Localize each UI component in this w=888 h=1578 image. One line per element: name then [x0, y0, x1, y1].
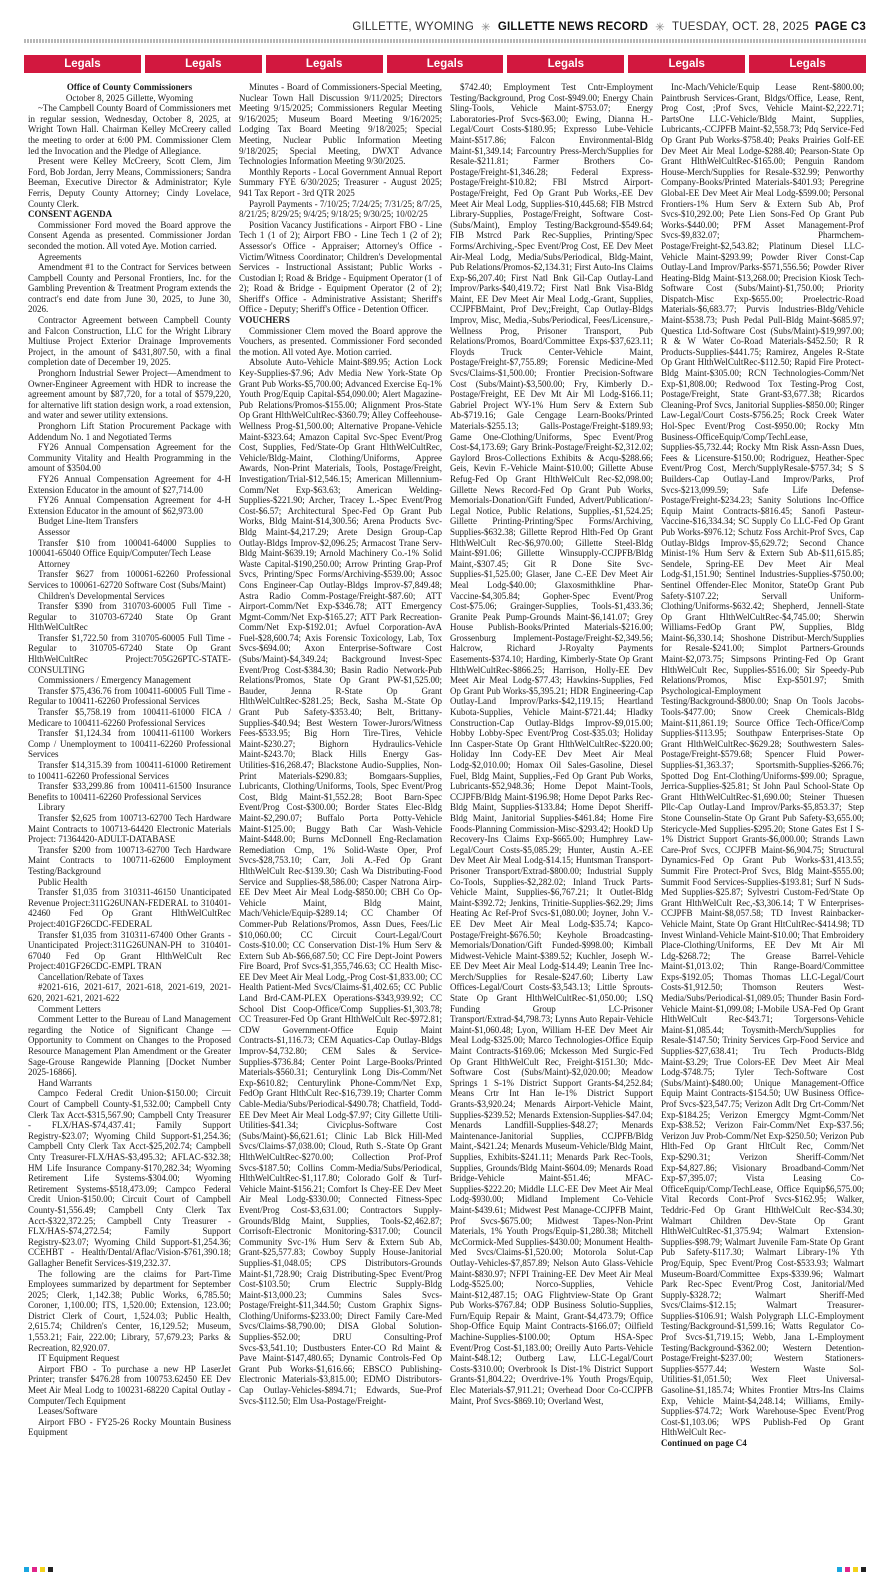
legal-paragraph: Campco Federal Credit Union-$150.00; Circuit Court of Campbell County-$1,532.00; Campbell Cnty Clerk Tax Acct-$315,567.90; Campbell Cnty Treasurer - FLX/HAS-$74,437.41; Family Support Registry-$23.07; Wyoming Child Support-$1,254.36; Campbell Cnty Clerk Tax Acct-$25,202.74; Campbell Cnty Treasurer-FLX/HAS-$3,495.32; AFLAC-$32.38; HM Life Insurance Company-$170,282.34; Wyoming Retirement Life Systems-$304.00; Wyoming Retirement Systems-$518,473.09; Campco Federal Credit Union-$150.00; Circuit Court of Campbell County-$1,556.49; Campbell Cnty Clerk Tax Acct-$322,372.25; Campbell Cnty Treasurer - FLX/HAS-$74,272.54; Family Support Registry-$23.07; Wyoming Child Support-$1,254.36; CCEHBT - Health/Dental/Aflac/Vision-$761,390.18; Gallagher Benefit Services-$19,232.37. — [28, 1088, 231, 1268]
text-column-4 — [661, 82, 864, 1556]
legal-paragraph: Transfer $200 from 100713-62700 Tech Hardware Maint Contracts to 100711-62600 Employment Testing/Background — [28, 844, 231, 876]
color-registration-marks — [24, 1567, 53, 1572]
newspaper-name: GILLETTE NEWS RECORD — [497, 21, 649, 33]
legal-paragraph: Absolute Auto-Vehicle Maint-$89.95; Action Lock Key-Supplies-$7.96; Adv Media New York-State Op Grant Pub Works-$5,700.00; Advanced Exercise Eq-1% Youth Prog/Equip Capital-$54,090.00; Alert Magazine-Pub Relations/Promos-$155.00; Alignment Pros-State Op Grant HlthWelCultRec-$360.79; Alley Coffeehouse-Wellness Prog-$1,500.00; Alternative Propane-Vehicle Maint-$323.64; Amazon Capital Svc-Spec Event/Prog Cost, Supplies, Fed/State-Op Grant HlthWelCultRec, Vehicle/Bldg-Maint, Clothing/Uniforms, Appree Awards, Non-Print Materials, Tools, Postage/Freight, Investigation/Trial-$12,546.15; American Millennium-Comm/Net Exp-$63.63; American Welding-Supplies-$221.90; Archer, Tracey L.-Spec Event/Prog Cost-$6.57; Architectural Spec-Fed Op Grant Pub Works, Bldg Maint-$14,300.56; Arena Products Svc-Bldg Maint-$4,217.29; Arete Design Group-Cap Outlay-Bldgs Improv-$2,096.25; Armacost Trane Serv-Bldg Maint-$639.19; Arnold Machinery Co.-1% Solid Waste Capital-$190,250.00; Arrow Printing Grap-Prof Svcs, Printing/Spec Forms/Archiving-$539.00; Assoc Cons Engineer-Cap Outlay-Bldgs Improv-$7,849.48; Astra Radio Comm-Postage/Freight-$87.60; ATT Airport-Comm/Net Exp-$346.78; ATT Emergency Mgmt-Comm/Net Exp-$165.27; ATT Park Recreation-Comm/Net Exp-$192.01; Avfuel Corporation-AvA Fuel-$28,600.74; Axis Forensic Toxicology, Lab, Tox Svcs-$694.00; Axon Enterprise-Software Cost (Subs/Maint)-$4,349.24; Background Invest-Spec Event/Prog Cost-$384.30; Basin Radio Network-Pub Relations/Promos, State Op Grant PW-$1,525.00; Bauder, Jenna R-State Op Grant HlthWelCultRec-$281.25; Beck, Sasha M.-State Op Grant Pub Safety-$353.40; Belt, Brittany-Supplies-$40.94; Best Western Tower-Jurors/Witness Fees-$533.95; Big Horn Tire-Tires, Vehicle Maint-$230.27; Bighorn Hydraulics-Vehicle Maint-$243.70; Black Hills Energy Gas-Utilities-$16,268.47; Blackstone Audio-Supplies, Non-Print Materials-$290.83; Bomgaars-Supplies, Lubricants, Clothing/Uniforms, Tools, Spec Event/Prog Cost, Bldg Maint-$1,552.28; Boot Barn-Spec Event/Prog Cost-$300.00; Border States Elec-Bldg Maint-$2,290.07; Buffalo Porta Potty-Vehicle Maint-$125.00; Buggy Bath Car Wash-Vehicle Maint-$448.00; Burns McDonnell Eng-Reclamation Remediation Cmp, 1% Solid-Waste Oper, Prof Svcs-$28,753.10; Carr, Joli A.-Fed Op Grant HlthWelCult Rec-$139.30; Cash Wa Distributing-Food Service and Supplies-$8,586.00; Casper Natrona Airp-EE Dev Meet Air Meal Lodg-$850.00; CBH Co Op-Vehicle Maint, Bldg Maint, Mach/Vehicle/Equip-$289.14; CC Chamber Of Commer-Pub Relations/Promos, Assn Dues, Fees/Lic $10,060.00; CC Circuit Court-Legal/Court Costs-$10.00; CC Conservation Dist-1% Hum Serv & Extern Sub Ab-$66,687.50; CC Fire Dept-Joint Powers Fire Board, Prof Svcs-$1,355,746.63; CC Health Misc-EE Dev Meet Air Meal Lodg,-Prog Cost-$1,833.00; CC Health Patient-Med Svcs/Claims-$1,402.65; CC Public Land Brd-CAM-PLEX Operations-$343,939.92; CC School Dist Coop-Office/Comp Supplies-$1,303.78; CC Treasurer-Fed Op Grant HlthWelCult Rec-$972.81; CDW Government-Office Equip Maint Contracts-$1,116.73; CEM Aquatics-Cap Outlay-Bldgs Improv-$4,732.80; CEM Sales & Service-Supplies-$736.84; Center Point Large-Books/Printed Materials-$560.31; Centurylink Long Dis-Comm/Net Exp-$610.82; Centurylink Phone-Comm/Net Exp, FedOp Grant HlthCult Rec-$16,739.19; Charter Comm Cable-Media/Subs/Periodical-$490.78; Chatfield, Todd-EE Dev Meet Air Meal Lodg-$7.97; City Gillette Utili-Utilities-$41.34; Civicplus-Software Cost (Subs/Maint)-$6,621.61; Clinic Lab Blck Hill-Med Svcs/Claims-$7,038.00; Cloud, Ruth S.-State Op Grant HlthWelCultRec-$270.00; Collection Prof-Prof Svcs-$187.50; Collins Comm-Media/Subs/Periodical, HlthWelCultRec-$1,117.80; Colorado Golf & Turf-Vehicle Maint-$156.21; Comfort Is Chey-EE Dev Meet Air Meal Lodg-$330.00; Connected Fitness-Spec Event/Prog Cost-$3,631.00; Contractors Supply-Grounds/Bldg Maint, Supplies, Tools-$2,462.87; Corrisoft-Electronic Monitoring-$317.00; Council Community Svc-1% Hum Serv & Extern Sub Ab, Grant-$25,577.83; Cowboy Supply House-Janitorial Supplies-$1,048.05; CPS Distributors-Grounds Maint-$1,728.90; Craig Distributing-Spec Event/Prog Cost-$103.50; Crum Electric Supply-Bldg Maint-$13,000.23; Cummins Sales Svcs-Postage/Freight-$11,344.50; Custom Graphix Signs-Clothing/Uniforms-$233.00; Direct Family Care-Med Svcs/Claims-$8,790.00; DISA Global Solution-Supplies-$52.00; DRU Consulting-Prof Svcs-$3,541.10; Dustbusters Enter-CO Rd Maint & Pave Maint-$147,480.65; Dynamic Controls-Fed Op Grant Pub Works-$1,616.66; EBSCO Publishing-Electronic Materials-$3,815.00; EDMO Distributors-Cap Outlay-Vehicles-$894.71; Edwards, Sue-Prof Svcs-$112.50; Elm Usa-Postage/Freight- — [239, 357, 442, 1406]
legal-paragraph: $742.40; Employment Test Cntr-Employment Testing/Background, Prog Cost-$949.00; Energy Chain Sling-Tools, Vehicle Maint-$753.07; Energy Laboratories-Prof Svcs-$63.00; Ewing, Dianna H.-Legal/Court Costs-$180.95; Expresso Lube-Vehicle Maint-$517.86; Falcon Environmental-Bldg Maint-$1,349.14; Farcountry Press-Merch/Supplies for Resale-$211.81; Farmer Brothers Co-Postage/Freight-$1,346.28; Federal Express-Postage/Freight-$10.82; FBI Mstrcd Airport-Postage/Freight, Fed Op Grant Pub Works,-EE Dev Meet Air Meal Lodg, Supplies-$10,445.68; FIB Mstrcd Library-Supplies, Postage/Freight, Software Cost-(Subs/Maint), Employ Testing/Background-$549.64; FIB Mstrcd Park Rec-Supplies, Printing/Spec Forms/Archiving,-Spec Event/Prog Cost, EE Dev Meet Air-Meal Lodg, Media/Subs/Periodical, Bldg-Maint, Pub Relations/Promos-$2,134.31; First Auto-Ins Claims Exp-$6,207.40; First Natl Bnk Gil-Cap Outlay-Land Improv/Parks-$40,419.72; First Natl Bnk Visa-Bldg Maint, EE Dev Meet Air Meal Lodg,-Grant, Supplies, CCJPFBMaint, Prof Dev,;Freight, Cap Outlay-Bldgs Improv, Misc, Media,-Subs/Periodical, Fees/Licensure,-Wellness Prog, Prisoner Transport, Pub Relations/Promos, Board/Committee Exps-$37,623.11; Floyds Truck Center-Vehicle Maint, Postage/Freight-$7,755.89; Forensic Medicine-Med Svcs/Claims-$1,500.00; Frontier Precision-Software Cost (Subs/Maint)-$3,500.00; Fry, Kimberly D.-Postage/Freight, EE Dev Mt Air Ml Lodg-$166.11; Gabriel Project WY-1% Hum Serv & Extern Sub Ab-$719.16; Gale Cengage Learn-Books/Printed Materials-$255.13; Galls-Postage/Freight-$189.93; Game One-Clothing/Uniforms, Spec Event/Prog Cost-$4,173.69; Gary Brink-Postage/Freight-$2,312.02; Gaylord Bros-Collections Exhibits & Acqu-$288.66; Geis, Kevin F.-Vehicle Maint-$10.00; Gillette Abuse Refug-Fed Op Grant HlthWelCult Rec-$2,098.00; Gillette News Record-Fed Op Grant Pub Works, Memorials-Donation/Gift Funded, Advert/Publication/-Legal Notice, Public Relations, Supplies,-$1,524.25; Gillette Printing-Printing/Spec Forms/Archiving, Supplies-$632.38; Gillette Reprod Hlth-Fed Op Grant HlthWelCult Rec-$6,970.00; Gillette Steel-Bldg Maint-$91.06; Gillette Winsupply-CCJPFB/Bldg Maint,-$307.45; Git R Done Site Svc-Supplies-$1,525.00; Glaser, Jane C.-EE Dev Meet Air Meal Lodg-$40.00; Glaxosmithkline Phar-Vaccine-$4,305.84; Gopher-Spec Event/Prog Cost-$75.06; Grainger-Supplies, Tools-$1,433.36; Granite Peak Pump-Grounds Maint-$6,141.07; Grey House Publish-Books/Printed Materials-$216.00; Grossenburg Implement-Postage/Freight-$2,349.56; Halcrow, Richard J-Royalty Payments Easements-$374.10; Harding, Kimberly-State Op Grant HlthWelCultRec-$866.25; Harrison, Holly-EE Dev Meet Air Meal Lodg-$77.43; Hawkins-Supplies, Fed Op Grant Pub Works-$5,395.21; HDR Engineering-Cap Outlay-Land Improv/Parks-$42,119.15; Heartland Kubota-Supplies, Vehicle Maint-$721.44; Hladky Construction-Cap Outlay-Bldgs Improv-$9,015.00; Hobby Lobby-Spec Event/Prog Cost-$35.03; Holiday Inn Casper-State Op Grant HlthWelCultRec-$220.00; Holiday Inn Cody-EE Dev Meet Air Meal Lodg-$2,010.00; Homax Oil Sales-Gasoline, Diesel Fuel, Bldg Maint, Supplies,-Fed Op Grant Pub Works, Lubricants-$52,948.36; Home Depot Maint-Tools, CCJPFB/Bldg Maint-$196.98; Home Depot Parks Rec-Bldg Maint, Supplies-$133.84; Home Depot Sheriff-Bldg Maint, Janitorial Supplies-$461.84; Home Fire Foods-Planning Commission-Misc-$293.42; HookD Up Recovery-Ins Claims Exp-$665.00; Humphrey Law-Legal/Court Costs-$5,085.29; Hunter, Austin A.-EE Dev Meet Air Meal Lodg-$14.15; Huntsman Transport-Prisoner Transport/Extrad-$800.00; Industrial Supply Co-Tools, Supplies-$2,282.02; Inland Truck Parts-Vehicle Maint, Supplies-$6,767.21; It Outlet-Bldg Maint-$392.72; Jenkins, Trinitie-Supplies-$62.29; Jims Heating Ac Ref-Prof Svcs-$1,080.00; Joyner, John V.-EE Dev Meet Air Meal Lodg-$35.74; Kapco-Postage/Freight-$676.50; Keyhole Broadcasting-Memorials/Donation/Gift Funded-$998.00; Kimball Midwest-Vehicle Maint-$389.52; Kuchler, Joseph W.-EE Dev Meet Air Meal Lodg-$14.49; Leanin Tree Inc-Merch/Supplies for Resale-$247.60; Liberty Law Offices-Legal/Court Costs-$3,543.13; Little Sprouts-State Op Grant HlthWelCultRec-$1,050.00; LSQ Funding Group LC-Prisoner Transport/Extrad-$4,798.73; Lynns Auto Repair-Vehicle Maint-$1,060.48; Lyon, William H-EE Dev Meet Air Meal Lodg-$325.00; Marco Technologies-Office Equip Maint Contracts-$169.06; Mckesson Med Surgic-Fed Op Grant HlthWelCult Rec, Freight-$151.30; Mdc-Software Cost (Subs/Maint)-$2,020.00; Meadow Springs 1 S-1% District Support Grants-$4,252.84; Means Crtr Int Han Ie-1% District Support Grants-$3,920.24; Menards Airport-Vehicle Maint, Supplies-$239.52; Menards Extension-Supplies-$47.04; Menards Landfill-Supplies-$48.27; Menards Maintenance-Janitorial Supplies, CCJPFB/Bldg Maint,-$421.24; Menards Museum-Vehicle/Bldg Maint, Supplies, Exhibits-$241.11; Menards Park Rec-Tools, Supplies, Grounds/Bldg Maint-$604.09; Menards Road Bridge-Vehicle Maint-$51.46; MFAC-Supplies-$222.20; Middle LLC-EE Dev Meet Air Meal Lodg-$930.00; Midland Implement Co-Vehicle Maint-$439.61; Midwest Pest Manage-CCJPFB Maint, Prof Svcs-$675.00; Midwest Tapes-Non-Print Materials, 1% Youth Progs/Equip-$1,280.38; Mitchell McCormick-Med Supplies-$430.00; Monument Health-Med Svcs/Claims-$1,520.00; Motorola Solut-Cap Outlay-Vehicles-$7,857.89; Nelson Auto Glass-Vehicle Maint-$830.97; NFPI Training-EE Dev Meet Air Meal Lodg-$525.00; Norco-Supplies, Vehicle Maint-$12,487.15; OAG Flightview-State Op Grant Pub Works-$767.84; ODP Business Solutio-Supplies, Furn/Equip Repair & Maint, Grant-$4,473.79; Office Shop-Office Equip Maint Contracts-$166.07; Oilfield Machine-Supplies-$100.00; Optum HSA-Spec Event/Prog Cost-$1,183.00; Oreilly Auto Parts-Vehicle Maint-$48.12; Outberg Law, LLC-Legal/Court Costs-$310.00; Overbrook Is Dist-1% District Support Grants-$1,804.22; Overdrive-1% Youth Progs/Equip, Elec Materials-$7,911.21; Overhead Door Co-CCJPFB Maint, Prof Svcs-$869.10; Overland West, — [450, 82, 653, 1406]
legals-tab: Legals — [387, 55, 504, 73]
legal-paragraph: The following are the claims for Part-Time Employees summarized by department for September 2025; Clerk, 1,142.38; Public Works, 6,785.50; Coroner, 1,100.00; ITS, 1,520.00; Extension, 123.00; District Clerk of Court, 1,524.03; Public Health, 2,615.74; Children's Center, 16,129.52; Museum, 1,553.21; Fair, 222.00; Library, 57,679.23; Parks & Recreation, 82,920.07. — [28, 1268, 231, 1353]
page-header — [24, 18, 866, 36]
legal-paragraph: Agreements — [38, 251, 82, 262]
asterisk-star-icon: ✳ — [655, 22, 666, 34]
legal-paragraph: Transfer $10 from 100041-64000 Supplies to 100041-65040 Office Equip/Computer/Tech Lease — [28, 537, 231, 559]
legal-paragraph: Contractor Agreement between Campbell County and Falcon Construction, LLC for the Wright Library Multiuse Project Exterior Drainage Improvements Project, in the amount of $431,807.50, with a final completion date of December 19, 2025. — [28, 315, 231, 368]
legals-tab: Legals — [749, 55, 866, 73]
legal-paragraph: Transfer $2,625 from 100713-62700 Tech Hardware Maint Contracts to 100713-64420 Electronic Materials Project: 71364420-ADULT-DATABASE — [28, 812, 231, 845]
legal-paragraph: Transfer $33,299.86 from 100411-61500 Insurance Benefits to 100411-62260 Professional Services — [28, 781, 231, 802]
section-tabs — [24, 55, 866, 73]
legal-paragraph: IT Equipment Request — [38, 1353, 120, 1364]
legal-paragraph: Public Health — [38, 876, 88, 887]
legal-paragraph: Transfer $1,722.50 from 310705-60005 Full Time - Regular to 310705-67240 State Op Grant HlthWelCultRec Project:705G26PTC-STATE-CONSULTING — [28, 632, 231, 675]
legal-notice-columns — [28, 82, 864, 1556]
legal-paragraph: Children's Developmental Services — [38, 590, 165, 601]
legal-paragraph: VOUCHERS — [239, 315, 290, 326]
text-column-3 — [450, 82, 653, 1556]
legal-paragraph: Transfer $627 from 100061-62260 Professional Services to 100061-62720 Software Cost (Subs/Maint) — [28, 569, 231, 590]
legal-paragraph: Transfer $1,124.34 from 100411-61100 Workers Comp / Unemployment to 100411-62260 Professional Services — [28, 728, 231, 760]
legal-paragraph: Airport FBO - FY25-26 Rocky Mountain Business Equipment — [28, 1416, 231, 1438]
legal-paragraph: Transfer $1,035 from 310311-46150 Unanticipated Revenue Project:311G26UNAN-FEDERAL to 310401-42460 Fed Op Grant HlthWelCultRec Project:401GF26CDC-FEDERAL — [28, 887, 231, 929]
legal-paragraph: Commissioner Clem moved the Board approve the Vouchers, as presented. Commissioner Ford seconded the motion. All voted Aye. Motion carried. — [239, 325, 442, 357]
color-registration-marks-right — [837, 1567, 866, 1572]
legal-paragraph: Minutes - Board of Commissioners-Special Meeting, Nuclear Town Hall Discussion 9/11/2025; Directors Meeting 9/15/2025; Commissioners Regular Meeting 9/16/2025; Museum Board Meeting 9/16/2025; Lodging Tax Board Meeting 9/18/2025; Special Meeting, Nuclear Public Information Meeting 9/18/2025; Special Meeting, DWXT Advance Technologies Information Meeting 9/30/2025. — [239, 82, 442, 167]
legal-paragraph: Comment Letters — [38, 1003, 101, 1014]
legal-paragraph: Pronghorn Industrial Sewer Project—Amendment to Owner-Engineer Agreement with HDR to increase the agreement amount by $87,720, for a total of $579,220, for alternative lift station design work, a road extension, and water and sewer utility extensions. — [28, 368, 231, 421]
legal-paragraph: FY26 Annual Compensation Agreement for the Community Vitality and Health Programming in the amount of $3504.00 — [28, 442, 231, 474]
legal-paragraph: Position Vacancy Justifications - Airport FBO - Line Tech 1 (1 of 2); Airport FBO - Line Tech 1 (2 of 2); Assessor's Office - Appraiser; Attorney's Office - Victim/Witness Coordinator; Children's Developmental Services - Instructional Assistant; Public Works - Custodian I; Road & Bridge - Equipment Operator (1 of 2); Road & Bridge - Equipment Operator (2 of 2); Sheriff's Office - Administrative Assistant; Sheriff's Office - Deputy; Sheriff's Office - Detention Officer. — [239, 219, 442, 315]
legal-paragraph: #2021-616, 2021-617, 2021-618, 2021-619, 2021-620, 2021-621, 2021-622 — [28, 982, 231, 1004]
legal-paragraph: Transfer $1,035 from 310311-67400 Other Grants - Unanticipated Project:311G26UNAN-PH to 310401-67040 Fed Op Grant HlthWelCult Rec Project:401GF26CDC-EMPL TRAN — [28, 929, 231, 972]
legal-paragraph: Pronghorn Lift Station Procurement Package with Addendum No. 1 and Negotiated Terms — [28, 421, 231, 442]
notice-title: Office of County Commissioners — [66, 82, 193, 92]
legal-paragraph: Attorney — [38, 558, 70, 569]
legal-paragraph: October 8, 2025 Gillette, Wyoming — [65, 92, 194, 103]
legal-paragraph: Payroll Payments - 7/10/25; 7/24/25; 7/31/25; 8/7/25, 8/21/25; 8/29/25; 9/4/25; 9/18/25; 9/30/25; 10/02/25 — [239, 198, 442, 220]
legal-paragraph: FY26 Annual Compensation Agreement for 4-H Extension Educator in the amount of $27,714.00 — [28, 473, 231, 495]
legal-paragraph: CONSENT AGENDA — [28, 209, 113, 220]
legals-tab: Legals — [628, 55, 745, 73]
legal-paragraph: Assessor — [38, 526, 71, 537]
legal-paragraph: Hand Warrants — [38, 1077, 92, 1088]
legal-paragraph: Leases/Software — [38, 1406, 98, 1417]
legal-paragraph: ~The Campbell County Board of Commissioners met in regular session, Wednesday, October 8, 2025, at Wright Town Hall. Chairman Kelley McCreery called the meeting to order at 6:00 PM. Commissioner Clem led the Invocation and the Pledge of Allegiance. — [28, 103, 231, 156]
legal-paragraph: Cancellation/Rebate of Taxes — [38, 971, 144, 982]
legal-paragraph: Transfer $75,436.76 from 100411-60005 Full Time - Regular to 100411-62260 Professional Services — [28, 685, 231, 707]
issue-date: TUESDAY, OCT. 28, 2025 — [672, 21, 809, 33]
legal-paragraph: Commissioners / Emergency Management — [38, 675, 192, 686]
legal-paragraph: Transfer $14,315.39 from 100411-61000 Retirement to 100411-62260 Professional Services — [28, 760, 231, 781]
legal-paragraph: Transfer $390 from 310703-60005 Full Time - Regular to 310703-67240 State Op Grant HlthWelCultRec — [28, 601, 231, 633]
legals-tab: Legals — [266, 55, 383, 73]
legal-paragraph: Comment Letter to the Bureau of Land Management regarding the Notice of Significant Change — Opportunity to Comment on Changes to the Proposed Resource Management Plan Amendment or the Greater Sage-Grouse Rangewide Planning [Docket Number 2025-16866]. — [28, 1014, 231, 1078]
legal-paragraph: FY26 Annual Compensation Agreement for 4-H Extension Educator in the amount of $62,973.00 — [28, 495, 231, 516]
legals-tab: Legals — [24, 55, 141, 73]
text-column-1 — [28, 82, 231, 1556]
legals-tab: Legals — [145, 55, 262, 73]
location-dateline: GILLETTE, WYOMING — [352, 21, 475, 33]
legal-paragraph: Amendment #1 to the Contract for Services between Campbell County and Personal Frontiers, Inc. for the Gambling Prevention & Treatment Program extends the contract's end date from June 30, 2025, to June 30, 2026. — [28, 262, 231, 315]
legal-paragraph: Airport FBO - To purchase a new HP LaserJet Printer; transfer $476.28 from 100753.62450 EE Dev Meet Air Meal Lodg to 100231-68220 Capital Outlay - Computer/Tech Equipment — [28, 1363, 231, 1406]
legal-paragraph: Transfer $5,758.19 from 100411-61000 FICA / Medicare to 100411-62260 Professional Services — [28, 707, 231, 728]
legal-paragraph: Commissioner Ford moved the Board approve the Consent Agenda as presented. Commissioner Jordan seconded the motion. All voted Aye. Motion carried. — [28, 219, 231, 251]
legal-paragraph: Continued on page C4 — [661, 1438, 747, 1448]
legal-paragraph: Present were Kelley McCreery, Scott Clem, Jim Ford, Bob Jordan, Jerry Means, Commissioners; Sandra Beeman, Executive Director & Administrator; Kyle Ferris, Deputy County Attorney; Cindy Lovelace, County Clerk. — [28, 156, 231, 209]
legal-paragraph: Monthly Reports - Local Government Annual Report Summary FYE 6/30/2025; Treasurer - August 2025; 941 Tax Report - 3rd QTR 2025 — [239, 166, 442, 198]
legal-paragraph: Inc-Mach/Vehicle/Equip Lease Rent-$800.00; Paintbrush Services-Grant, Bldgs/Office, Lease, Rent, Prog Cost, ;Prof Svcs, Vehicle Maint-$2,222.71; PartsOne LLC-Vehicle/Bldg Maint, Supplies, Lubricants,-CCJPFB Maint-$2,558.73; Pdq Service-Fed Op Grant Pub Works-$758.40; Peaks Prairies Golf-EE Dev Meet Air Meal Lodge-$288.40; Pearson-State Op Grant HlthWelCultRec-$165.00; Penguin Random House-Merch/Supplies for Resale-$32.99; Penworthy Company-Books/Printed Materials-$401.93; Peregrine Global-EE Dev Meet Air Meal Lodg-$599.00; Personal Frontiers-1% Hum Serv & Extern Sub Ab, Prof Svcs-$10,292.00; Pete Lien Sons-Fed Op Grant Pub Works-$440.00; PFM Asset Management-Prof Svcs-$9,832.07; Pharmchem-Postage/Freight-$2,543.82; Platinum Diesel LLC-Vehicle Maint-$293.99; Powder River Const-Cap Outlay-Land Improv/Parks-$571,556.56; Powder River Heating-Bldg Maint-$13,268.00; Precision Kiosk Tech-Software Cost (Subs/Maint)-$1,750.00; Priority Dispatch-Misc Exp-$655.00; Proelectric-Road Materials-$6,683.77; Purvis Industries-Bldg/Vehicle Maint-$538.73; Push Pedal Pull-Bldg Maint-$685.97; Questica Ltd-Software Cost (Subs/Maint)-$19,997.00; R & W Water Co-Road Materials-$452.50; R R Products-Supplies-$441.75; Ramirez, Angeles R-State Op Grant HlthWelCultRec-$112.50; Rapid Fire Protect-Bldg Maint-$305.00; RCN Technologies-Comm/Net Exp-$1,808.00; Redwood Tox Testing-Prog Cost, Postage/Freight, State Grant-$3,677.38; Ricardos Cleaning-Prof Svcs, Janitorial Supplies-$850.00; Ringer Law-Legal/Court Costs-$756.25; Rock Creek Water Hol-Spec Event/Prog Cost-$950.00; Rocky Mtn Business-OfficeEquip/Comp/TechLease, Supplies-$5,732.44; Rocky Mtn Risk Assn-Assn Dues, Fees & Licensure-$150.00; Rodriguez, Heather-Spec Event/Prog Cost, Merch/SupplyResale-$757.34; S S Builders-Cap Outlay-Land Improv/Parks, Prof Svcs-$213,099.59; Safe Life Defense-Postage/Freight-$234.23; Sanity Solutions Inc-Office Equip Maint Contracts-$816.45; Sanofi Pasteur-Vaccine-$16,334.34; SC Supply Co LLC-Fed Op Grant Pub Works-$976.12; Schutz Foss Archit-Prof Svcs, Cap Outlay-Bldgs Improv-$5,629.72; Second Chance Minist-1% Hum Serv & Extern Sub Ab-$11,615.85; Sendele, Spring-EE Dev Meet Air Meal Lodg-$1,151.90; Sentinel Industries-Supplies-$750.00; Sentinel Offender-Elec Monitor, StateOp Grant Pub Safety-$107.22; Servall Uniform-Clothing/Uniforms-$632.42; Shepherd, Jennell-State Op Grant HlthWelCultRec-$4,745.00; Sherwin Williams-FedOp Grant PW, Supplies, Bldg Maint-$6,330.14; Shoshone Distribut-Merch/Supplies for Resale-$241.00; Simplot Partners-Grounds Maint-$2,073.75; Simpsons Printing-Fed Op Grant HlthWelCult Rec, Supplies-$516.00; Sir Speedy-Pub Relations/Promos, Misc Exp-$501.97; Smith Psychological-Employment Testing/Background-$800.00; Snap On Tools Jacobs-Tools-$477.00; Snow Creek Chemicals-Bldg Maint-$11,861.19; Source Office Tech-Office/Comp Supplies-$113.95; Southpaw Enterprises-State Op Grant HlthWelCultRec-$629.28; Southwestern Sales-Postage/Freight-$579.68; Spencer Fluid Power-Supplies-$1,363.37; Sportsmith-Supplies-$266.76; Spotted Dog Ent-Clothing/Uniforms-$99.00; Sprague, Jerrica-Supplies-$25.81; St John Paul School-State Op Grant HlthWelCultRec-$1,690.00; Steiner Thuesen Pllc-Cap Outlay-Land Improv/Parks-$5,853.37; Step Stone Counselin-State Op Grant Pub Safety-$3,655.00; Stericycle-Med Supplies-$295.20; Stone Gates Est I S-1% District Support Grants-$6,000.00; Strands Lawn Care-Prof Svcs, CCJPFB Maint-$6,904.75; Structural Dynamics-Fed Op Grant Pub Works-$31,413.55; Summit Fire Protect-Prof Svcs, Bldg Maint-$555.00; Summit Food Services-Supplies-$193.81; Surf N Suds-Med Supplies-$25.87; Sylvestri Custom-Fed/State Op Grant HlthWelCult Rec,-$3,306.14; T W Enterprises-CCJPFB Maint-$8,057.58; TD Invest Rainbacker-Vehicle Maint, State Op Grant HltCultRec-$414.98; TD Invest Winland-Vehicle Maint-$10.00; That Embroidery Place-Clothing/Uniforms, EE Dev Mt Air Ml Ldg-$268.72; The Grease Barrel-Vehicle Maint-$1,013.02; Thin Range-Board/Committee Exps-$192.05; Thomas Thomas LLC-Legal/Court Costs-$1,912.50; Thomson Reuters West-Media/Subs/Periodical-$1,089.05; Thunder Basin Ford-Vehicle Maint-$1,099.08; I-Mobile USA-Fed Op Grant HlthWelCult Rec-$43.71; Torgersons-Vehicle Maint-$1,085.44; Toysmith-Merch/Supplies for Resale-$147.50; Trinity Services Grp-Food Service and Supplies-$27,638.41; Tru Tech Products-Bldg Maint-$3.29; True Colors-EE Dev Meet Air Meal Lodg-$748.75; Tyler Tech-Software Cost (Subs/Maint)-$480.00; Unique Management-Office Equip Maint Contracts-$154.50; UW Business Office-Prof Svcs-$23,547.75; Verizon Adlt Drg Crt-Comm/Net Exp-$184.25; Verizon Emergcy Mgmt-Comm/Net Exp-$38.52; Verizon Fair-Comm/Net Exp-$37.56; Verizon Juv Prob-Comm/Net Exp-$250.50; Verizon Pub Hlth-Fed Op Grant HltCult Rec, Comm/Net Exp-$290.31; Verizon Sheriff-Comm/Net Exp-$4,827.86; Visionary Broadband-Comm/Net Exp-$7,395.07; Vista Leasing Co-OfficeEquip/Comp/TechLease, Office Equip$6,575.00; Vital Records Cont-Prof Svcs-$162.95; Walker, Teddric-Fed Op Grant HlthWelCult Rec-$34.30; Walmart Children Dev-State Op Grant HlthWelCultRec-$1,375.94; Walmart Extension-Supplies-$98.79; Walmart Juvenile Fam-State Op Grant Pub Safety-$117.30; Walmart Library-1% Yth Prog/Equip, Spec Event/Prog Cost-$533.93; Walmart Museum-Board/Committee Exps-$339.96; Walmart Park Rec-Spec Event/Prog Cost, Janitorial/Med Supply-$328.72; Walmart Sheriff-Med Svcs/Claims-$12.15; Walmart Treasurer-Supplies-$106.91; Walsh Polygraph LLC-Employment Testing/Background-$1,599.16; Watts Regulator Co-Prof Svcs-$1,719.15; Webb, Jana L-Employment Testing/Background-$362.00; Western Detention-Postage/Freight-$237.00; Western Stationers-Supplies-$577.44; Western Waste Sol-Utilities-$1,051.50; Wex Fleet Universal-Gasoline-$1,185.74; Whites Frontier Mtrs-Ins Claims Exp, Vehicle Maint-$4,248.14; Williams, Emily-Supplies-$74.72; Work Warehouse-Spec Event/Prog Cost-$1,103.06; WPS Publish-Fed Op Grant HlthWelCult Rec- — [661, 82, 864, 1438]
header-rule — [24, 39, 866, 43]
legal-paragraph: Library — [38, 802, 65, 813]
legal-paragraph: Budget Line-Item Transfers — [38, 516, 138, 527]
page-number: PAGE C3 — [814, 21, 866, 33]
legals-tab: Legals — [507, 55, 624, 73]
asterisk-star-icon: ✳ — [481, 22, 491, 34]
text-column-2 — [239, 82, 442, 1556]
